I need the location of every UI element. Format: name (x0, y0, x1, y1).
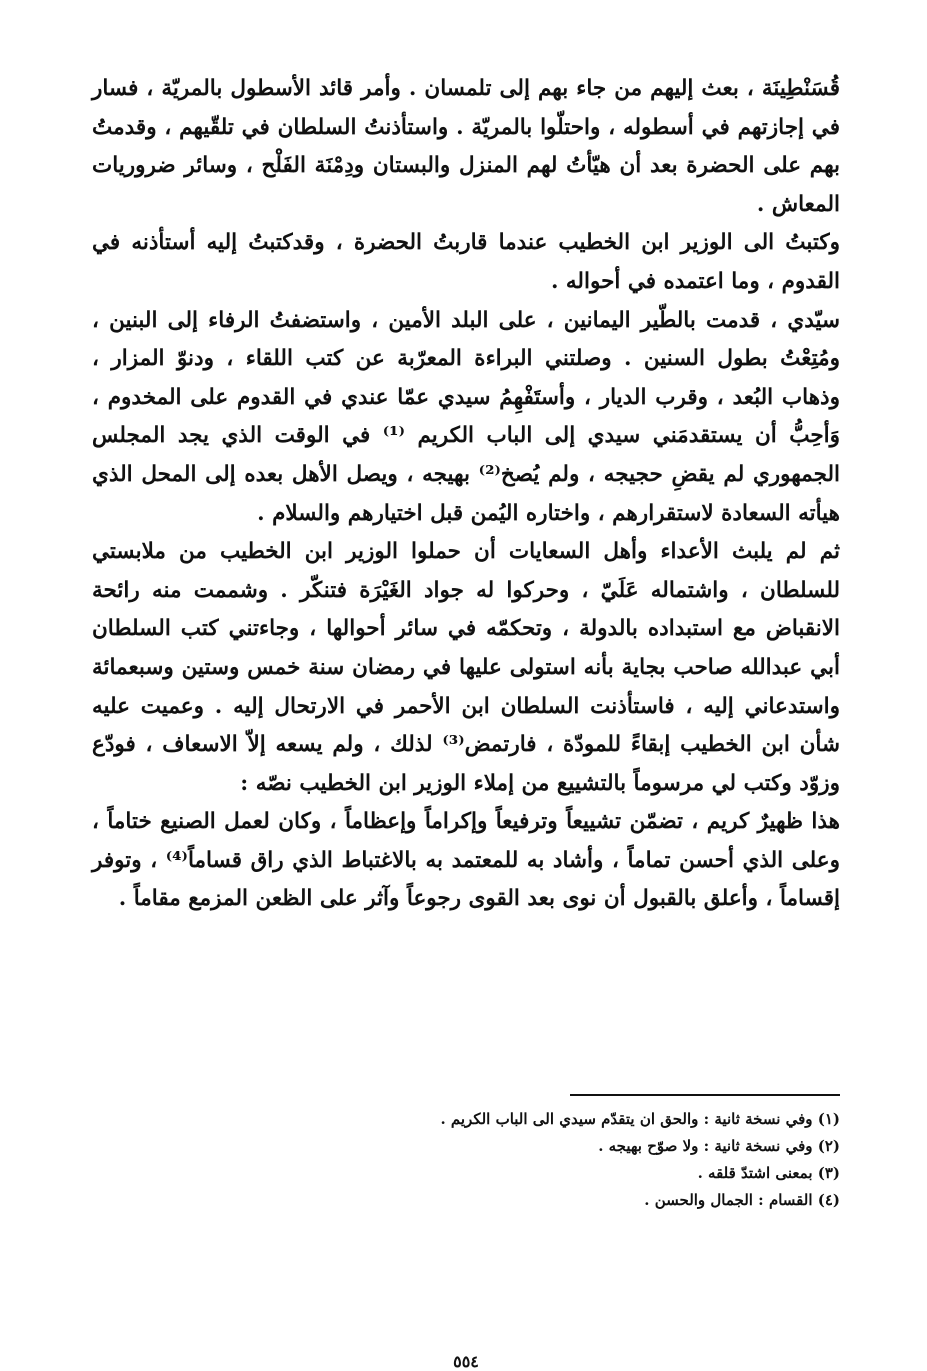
paragraph-4: ثم لم يلبث الأعداء وأهل السعايات أن حملوا الوزير ابن الخطيب من ملابستي للسلطان ، واشتماله عَلَيّ ، وحركوا له جواد الغَيْرَة فتنكّر . وشممت منه رائحة الانقباض مع استبداده بالدولة ، وتحكمّه في سائر أحوالها ، وجاءتني كتب السلطان أبي عبدالله صاحب بجاية بأنه استولى عليها في رمضان سنة خمس وستين وسبعمائة واستدعاني إليه ، فاستأذنت السلطان ابن الأحمر في الارتحال إليه . وعميت عليه شأن ابن الخطيب إبقاءً للمودّة ، فارتمض⁽³⁾ لذلك ، ولم يسعه إلاّ الاسعاف ، فودّع وزوّد وكتب لي مرسوماً بالتشييع من إملاء الوزير ابن الخطيب نصّه : (92, 539, 840, 796)
paragraph-2: وكتبتُ الى الوزير ابن الخطيب عندما قاربتُ الحضرة ، وقدكتبتُ إليه أستأذنه في القدوم ، وما اعتمده في أحواله . (92, 230, 840, 294)
paragraph-5: هذا ظهيرٌ كريم ، تضمّن تشييعاً وترفيعاً وإكراماً وإعظاماً ، وكان لعمل الصنيع ختاماً ، وعلى الذي أحسن تماماً ، وأشاد به للمعتمد به بالاغتباط الذي راق قساماً⁽⁴⁾ ، وتوفر إقساماً ، وأعلق بالقبول أن نوى بعد القوى رجوعاً وآثر على الظعن المزمع مقاماً . (92, 809, 840, 912)
paragraph-1: قُسَنْطِينَة ، بعث إليهم من جاء بهم إلى تلمسان . وأمر قائد الأسطول بالمريّة ، فسار في إجازتهم في أسطوله ، واحتلّوا بالمريّة . واستأذنتُ السلطان في تلقّيهم ، وقدمتُ بهم على الحضرة بعد أن هيّأتُ لهم المنزل والبستان ودِمْنَة الفَلْح ، وسائر ضروريات المعاش . (92, 76, 840, 217)
main-text (92, 70, 840, 919)
footnote-4: (٤) القسام : الجمال والحسن . (644, 1191, 840, 1209)
footnotes (92, 1106, 840, 1214)
footnote-2: (٢) وفي نسخة ثانية : ولا صوّح بهيجه . (598, 1137, 840, 1155)
footnote-divider (570, 1094, 840, 1096)
footnote-3: (٣) بمعنى اشتدّ قلقه . (697, 1164, 840, 1182)
page-number: ٥٥٤ (453, 1352, 479, 1371)
footnote-1: (١) وفي نسخة ثانية : والحق ان يتقدّم سيدي الى الباب الكريم . (440, 1110, 840, 1128)
book-page (92, 70, 841, 1371)
paragraph-3: سيّدي ، قدمت بالطّير اليمانين ، على البلد الأمين ، واستضفتُ الرفاء إلى البنين ، ومُتِعْتُ بطول السنين . وصلتني البراءة المعرّبة عن كتب اللقاء ، ودنوّ المزار ، وذهاب البُعد ، وقرب الديار ، وأستَفْهِمُ سيدي عمّا عندي في القدوم على المخدوم ، وَأحِبُّ أن يستقدمَني سيدي إلى الباب الكريم ⁽¹⁾ في الوقت الذي يجد المجلس الجمهوري لم يقضِ حجيجه ، ولم يُصخ⁽²⁾ بهيجه ، ويصل الأهل بعده إلى المحل الذي هيأته السعادة لاستقرارهم ، واختاره اليُمن قبل اختيارهم والسلام . (92, 307, 841, 526)
